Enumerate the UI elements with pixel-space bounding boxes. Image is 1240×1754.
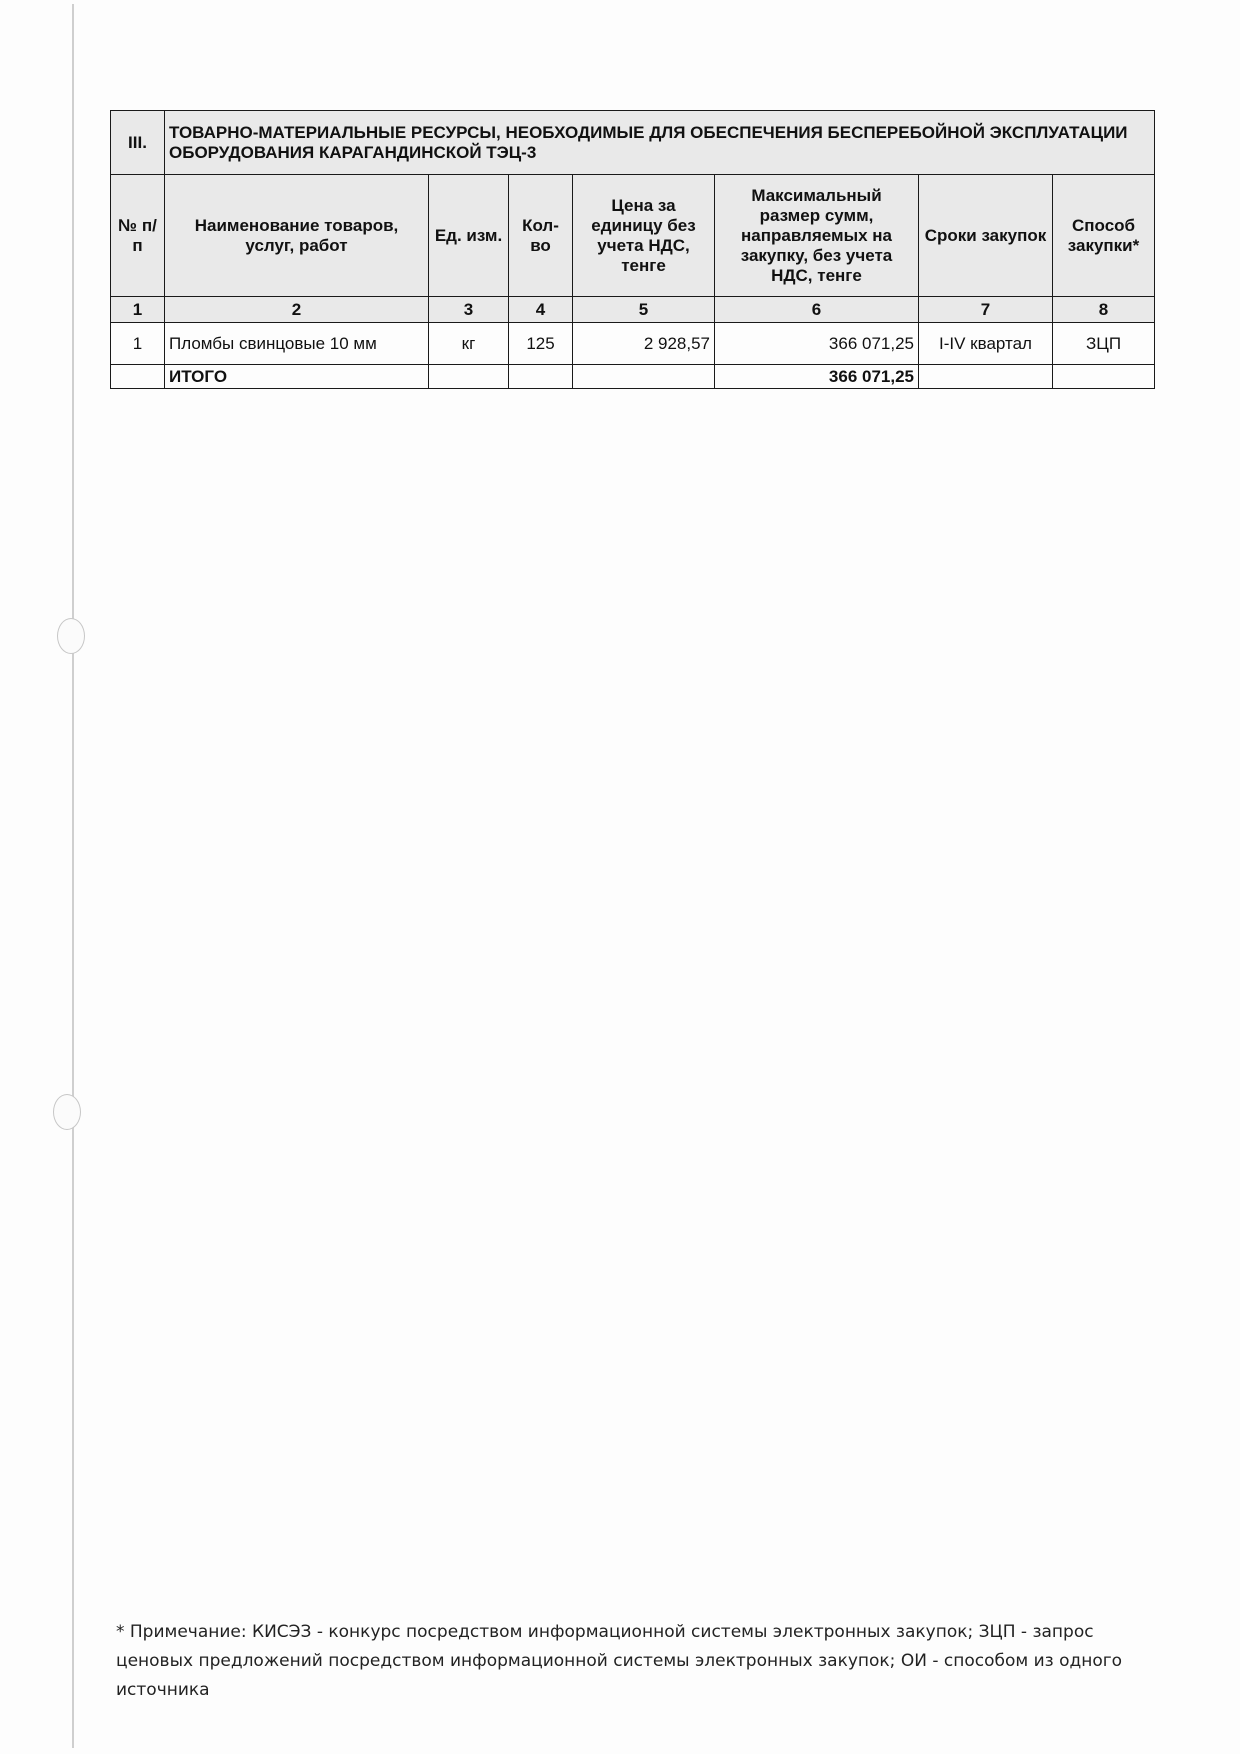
column-number: 4 <box>509 297 573 323</box>
row-amount: 366 071,25 <box>715 323 919 365</box>
column-numbers-row <box>111 297 1155 323</box>
row-qty: 125 <box>509 323 573 365</box>
column-headers-row <box>111 175 1155 297</box>
header-amount: Максимальный размер сумм, направляемых на закупку, без учета НДС, тенге <box>715 175 919 297</box>
header-unit: Ед. изм. <box>429 175 509 297</box>
header-no: № п/п <box>111 175 165 297</box>
empty-cell <box>573 365 715 389</box>
column-number: 8 <box>1053 297 1155 323</box>
column-number: 1 <box>111 297 165 323</box>
header-qty: Кол-во <box>509 175 573 297</box>
punch-hole <box>57 618 85 654</box>
column-number: 6 <box>715 297 919 323</box>
empty-cell <box>429 365 509 389</box>
footnote: * Примечание: КИСЭЗ - конкурс посредством информационной системы электронных закупок; ЗЦП - запрос ценовых предложений посредством информационной системы электронных закупок; ОИ - способом из одного источника <box>116 1622 1123 1700</box>
header-method: Способ закупки* <box>1053 175 1155 297</box>
empty-cell <box>111 365 165 389</box>
header-period: Сроки закупок <box>919 175 1053 297</box>
row-price: 2 928,57 <box>573 323 715 365</box>
section-number: III. <box>111 111 165 175</box>
page-edge-line <box>72 4 74 1748</box>
total-amount: 366 071,25 <box>715 365 919 389</box>
row-unit: кг <box>429 323 509 365</box>
header-price: Цена за единицу без учета НДС, тенге <box>573 175 715 297</box>
total-row <box>111 365 1155 389</box>
empty-cell <box>1053 365 1155 389</box>
row-period: I-IV квартал <box>919 323 1053 365</box>
column-number: 3 <box>429 297 509 323</box>
section-header-row <box>111 111 1155 175</box>
procurement-table <box>110 110 1155 389</box>
total-label: ИТОГО <box>165 365 429 389</box>
empty-cell <box>509 365 573 389</box>
punch-hole <box>53 1094 81 1130</box>
row-no: 1 <box>111 323 165 365</box>
column-number: 2 <box>165 297 429 323</box>
column-number: 7 <box>919 297 1053 323</box>
row-method: ЗЦП <box>1053 323 1155 365</box>
empty-cell <box>919 365 1053 389</box>
column-number: 5 <box>573 297 715 323</box>
header-name: Наименование товаров, услуг, работ <box>165 175 429 297</box>
table-row <box>111 323 1155 365</box>
row-name: Пломбы свинцовые 10 мм <box>165 323 429 365</box>
section-title: ТОВАРНО-МАТЕРИАЛЬНЫЕ РЕСУРСЫ, НЕОБХОДИМЫЕ ДЛЯ ОБЕСПЕЧЕНИЯ БЕСПЕРЕБОЙНОЙ ЭКСПЛУАТАЦИИ ОБОРУДОВАНИЯ КАРАГАНДИНСКОЙ ТЭЦ-3 <box>165 111 1155 175</box>
